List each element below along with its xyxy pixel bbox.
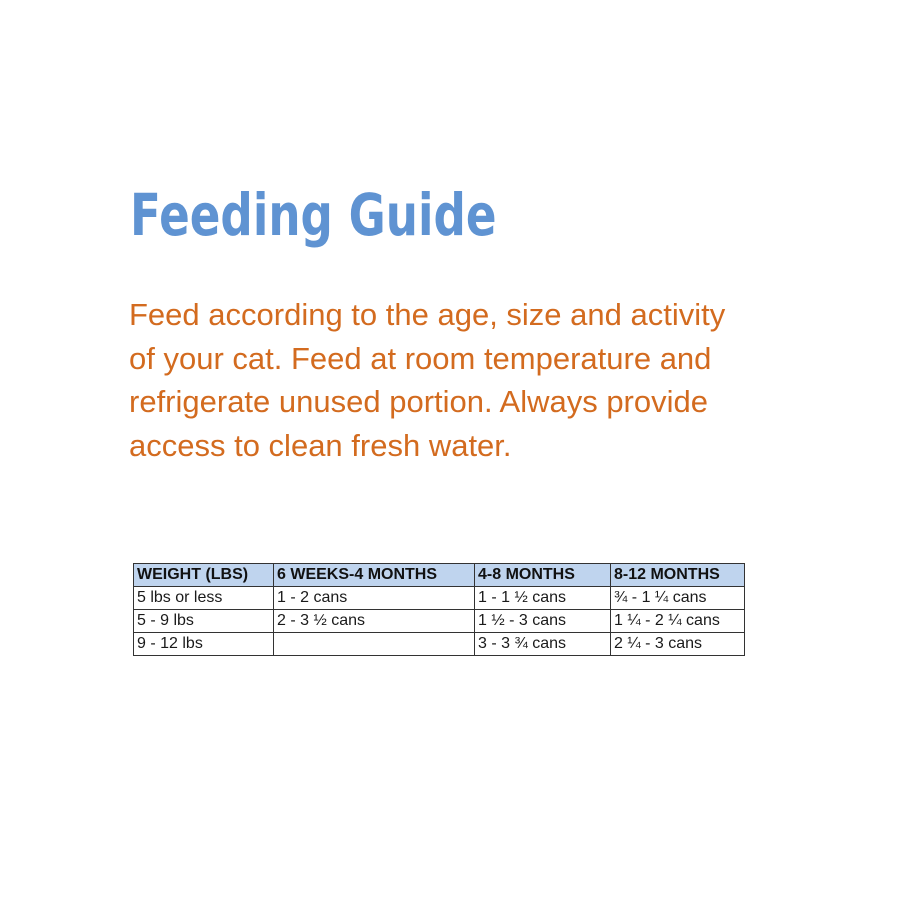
table-cell: 5 lbs or less <box>134 587 274 610</box>
column-header-4-8months: 4-8 MONTHS <box>475 564 611 587</box>
feeding-instructions: Feed according to the age, size and activity of your cat. Feed at room temperature and refrigerate unused portion. Always provide access to clean fresh water. <box>129 297 726 463</box>
table-row <box>134 587 745 610</box>
table-row <box>134 610 745 633</box>
column-header-8-12months: 8-12 MONTHS <box>611 564 745 587</box>
table-header-row <box>134 564 745 587</box>
table-cell: 5 - 9 lbs <box>134 610 274 633</box>
page-title: Feeding Guide <box>130 181 497 249</box>
column-header-6weeks-4months: 6 WEEKS-4 MONTHS <box>274 564 475 587</box>
table-cell: ¾ - 1 ¼ cans <box>611 587 745 610</box>
table-cell: 1 - 2 cans <box>274 587 475 610</box>
table-cell: 9 - 12 lbs <box>134 633 274 656</box>
feeding-table <box>133 563 745 656</box>
table-cell: 2 - 3 ½ cans <box>274 610 475 633</box>
table-cell: 2 ¼ - 3 cans <box>611 633 745 656</box>
table-cell <box>274 633 475 656</box>
table-cell: 1 ¼ - 2 ¼ cans <box>611 610 745 633</box>
table-cell: 1 ½ - 3 cans <box>475 610 611 633</box>
table-cell: 3 - 3 ¾ cans <box>475 633 611 656</box>
table-row <box>134 633 745 656</box>
column-header-weight: WEIGHT (LBS) <box>134 564 274 587</box>
table-cell: 1 - 1 ½ cans <box>475 587 611 610</box>
